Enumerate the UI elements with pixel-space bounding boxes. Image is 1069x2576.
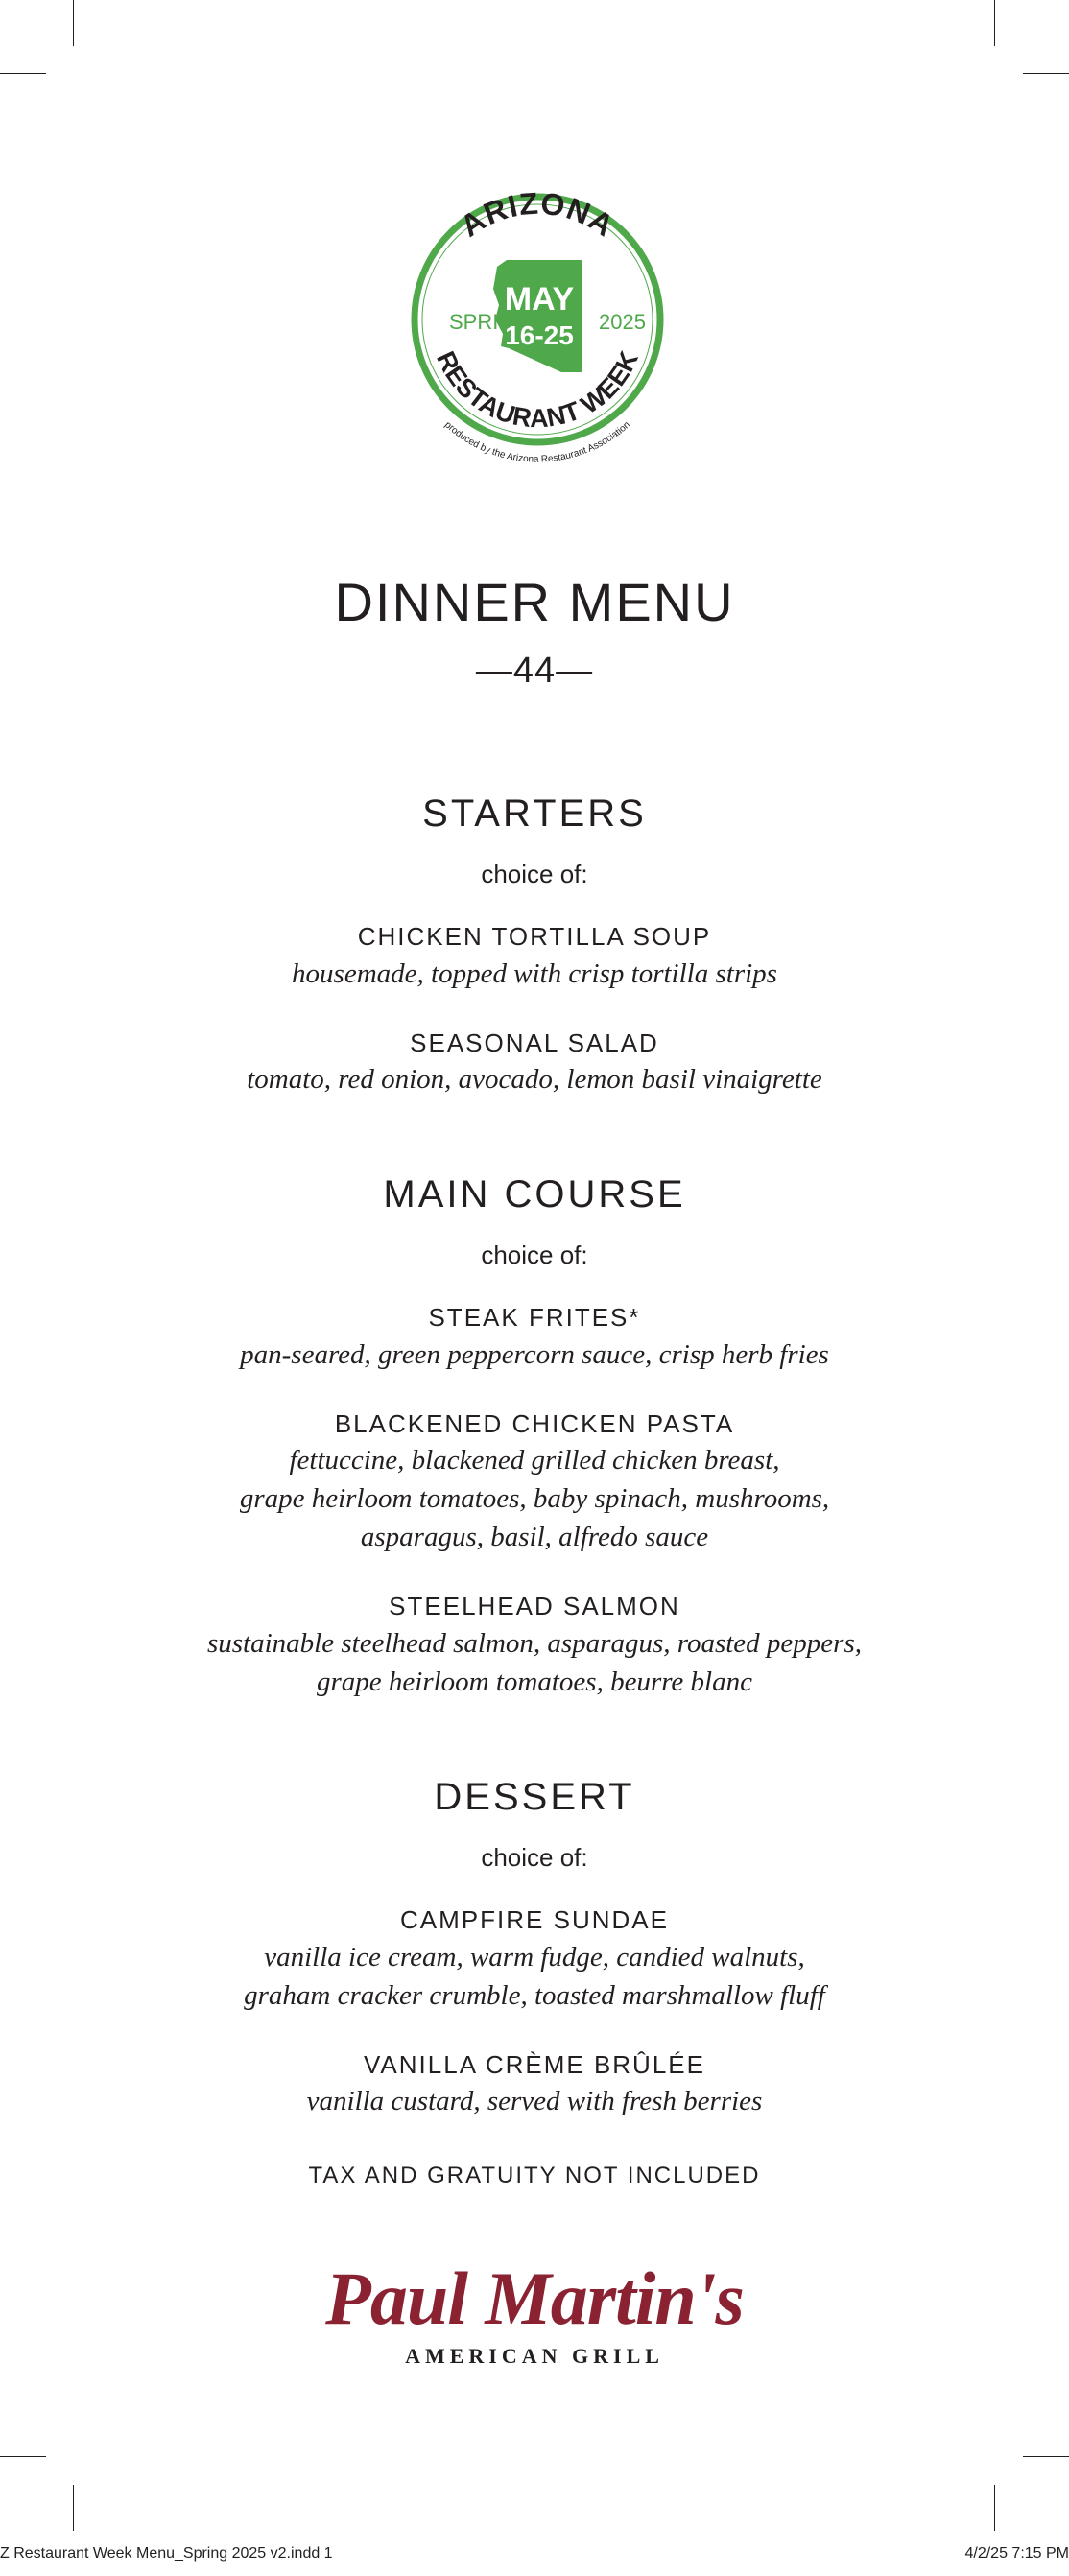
menu-item-description [0,1335,1069,1374]
menu-item-description [0,1441,1069,1556]
menu-item [0,923,1069,993]
menu-item [0,1029,1069,1099]
crop-mark [0,2456,46,2457]
menu-item [0,1593,1069,1701]
description-line: grape heirloom tomatoes, beurre blanc [316,1666,752,1697]
section-heading: DESSERT [434,1775,635,1818]
menu-section [0,1775,1069,2120]
crop-mark [1023,2456,1069,2457]
menu-item-name: CHICKEN TORTILLA SOUP [357,922,712,951]
description-line: vanilla custard, served with fresh berries [306,2086,763,2117]
crop-mark [0,73,46,74]
footer-filename: Z Restaurant Week Menu_Spring 2025 v2.indd 1 [0,2545,333,2562]
section-heading: MAIN COURSE [383,1173,686,1217]
restaurant-logo [0,2257,1069,2369]
section-choice-label: choice of: [481,1241,588,1270]
logo-season: SPRING [449,310,531,334]
menu-item-description [0,1060,1069,1099]
description-line: sustainable steelhead salmon, asparagus, roasted peppers, [206,1627,862,1659]
logo-title: ARIZONA [454,185,621,244]
description-line: grape heirloom tomatoes, baby spinach, mushrooms, [239,1483,830,1515]
logo-dates: 16-25 [505,320,574,350]
arizona-restaurant-week-logo [393,176,681,463]
logo-producer: produced by the Arizona Restaurant Association [442,419,632,463]
menu-item-name: STEAK FRITES* [428,1303,641,1333]
menu-item-description [0,2082,1069,2120]
brand-name: Paul Martin's [325,2257,744,2340]
footer-timestamp: 4/2/25 7:15 PM [964,2545,1069,2562]
menu-price: —44— [475,650,594,691]
menu-item-name: BLACKENED CHICKEN PASTA [334,1408,735,1438]
description-line: pan-seared, green peppercorn sauce, crisp herb fries [240,1338,829,1370]
crop-mark [994,2485,995,2531]
crop-mark [994,0,995,46]
menu-item-description [0,955,1069,993]
menu-item-description [0,1624,1069,1701]
description-line: graham cracker crumble, toasted marshmallow fluff [244,1979,825,2011]
logo-year: 2025 [599,310,646,334]
crop-mark [73,0,74,46]
menu-section [0,794,1069,1099]
menu-item [0,1906,1069,2015]
menu-item-name: SEASONAL SALAD [410,1028,659,1057]
crop-mark [73,2485,74,2531]
menu-item [0,1410,1069,1557]
description-line: housemade, topped with crisp tortilla strips [292,957,777,989]
section-choice-label: choice of: [481,1842,588,1872]
tax-note: TAX AND GRATUITY NOT INCLUDED [308,2162,761,2189]
logo-month: MAY [504,281,575,318]
menu-item-description [0,1938,1069,2015]
menu-title: DINNER MENU [334,572,735,632]
description-line: asparagus, basil, alfredo sauce [360,1522,709,1553]
menu-sections [0,794,1069,2120]
description-line: tomato, red onion, avocado, lemon basil vinaigrette [247,1064,822,1096]
brand-subtitle: AMERICAN GRILL [405,2344,664,2368]
menu-item-name: CAMPFIRE SUNDAE [400,1904,669,1934]
menu-item [0,2051,1069,2121]
section-heading: STARTERS [422,792,647,835]
menu-item [0,1304,1069,1374]
logo-event: RESTAURANT WEEK [431,346,644,434]
description-line: vanilla ice cream, warm fudge, candied walnuts, [264,1941,805,1973]
description-line: fettuccine, blackened grilled chicken breast, [289,1445,780,1477]
section-choice-label: choice of: [481,860,588,888]
menu-section [0,1175,1069,1701]
crop-mark [1023,73,1069,74]
menu [0,572,1069,2189]
menu-item-name: VANILLA CRÈME BRÛLÉE [364,2049,705,2079]
menu-item-name: STEELHEAD SALMON [389,1592,680,1621]
